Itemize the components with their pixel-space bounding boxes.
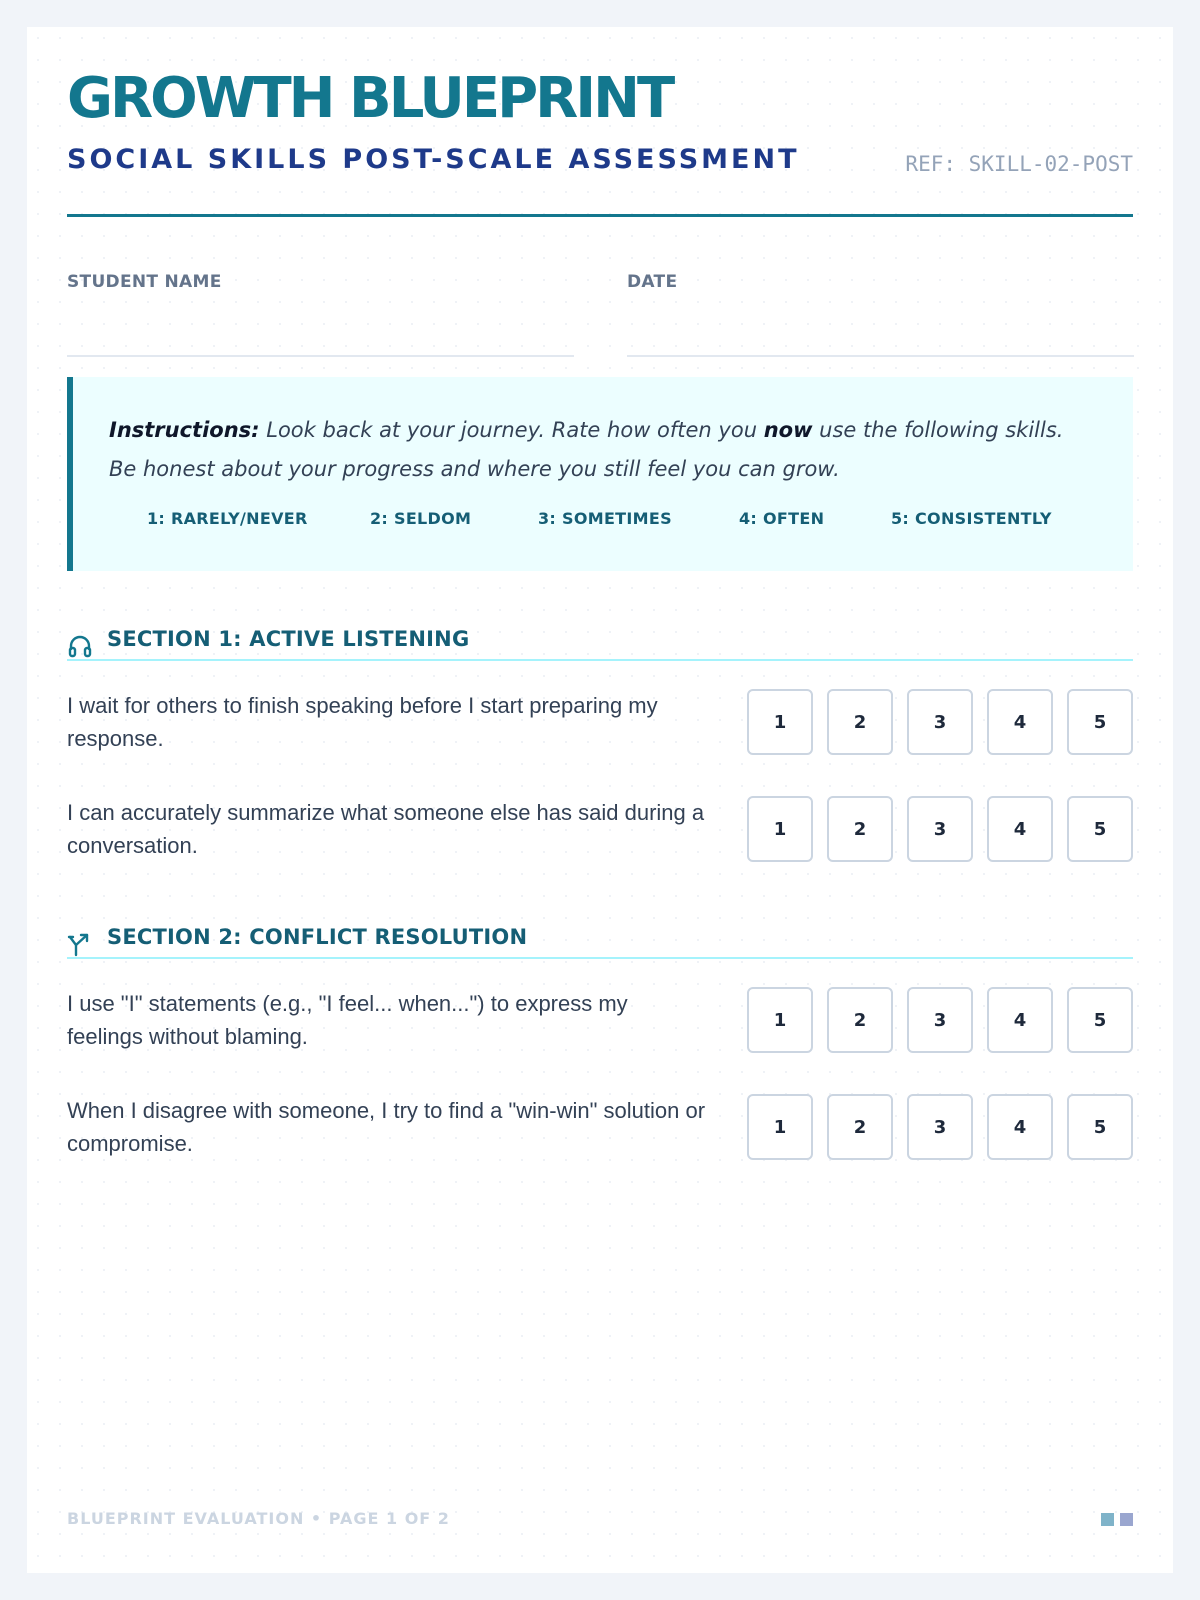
question-2-2 (67, 1094, 1133, 1201)
rating-option-3[interactable]: 3 (907, 689, 973, 755)
section-1-title: SECTION 1: ACTIVE LISTENING (107, 627, 470, 651)
footer-mark-2 (1120, 1513, 1133, 1526)
date-field[interactable] (627, 274, 1134, 357)
rating-option-4[interactable]: 4 (987, 689, 1053, 755)
question-text: I wait for others to finish speaking before I start preparing my response. (67, 693, 658, 751)
split-arrows-icon (67, 931, 93, 957)
student-fields (67, 217, 1133, 377)
question-2-1 (67, 987, 1133, 1094)
instructions-body-end: use the following skills. Be honest about your progress and where you still feel you can grow. (109, 418, 1064, 481)
rating-option-1[interactable]: 1 (747, 1094, 813, 1160)
assessment-page (27, 27, 1173, 1573)
scale-item-3: 3: SOMETIMES (538, 509, 672, 528)
footer-mark-1 (1101, 1513, 1114, 1526)
rating-option-2[interactable]: 2 (827, 987, 893, 1053)
rating-scale (747, 987, 1133, 1053)
instructions-emphasis: now (763, 418, 813, 442)
rating-option-5[interactable]: 5 (1067, 796, 1133, 862)
page-subtitle: SOCIAL SKILLS POST-SCALE ASSESSMENT (67, 144, 800, 175)
rating-scale (747, 1094, 1133, 1160)
question-text: I use "I" statements (e.g., "I feel... when...") to express my feelings without blaming. (67, 991, 628, 1049)
rating-option-1[interactable]: 1 (747, 987, 813, 1053)
rating-option-4[interactable]: 4 (987, 1094, 1053, 1160)
page-title: GROWTH BLUEPRINT (67, 66, 673, 131)
rating-option-1[interactable]: 1 (747, 689, 813, 755)
student-name-field[interactable] (67, 274, 574, 357)
rating-option-4[interactable]: 4 (987, 796, 1053, 862)
scale-item-2: 2: SELDOM (370, 509, 472, 528)
question-1-1 (67, 689, 1133, 796)
section-2-header (67, 925, 1133, 959)
rating-option-5[interactable]: 5 (1067, 1094, 1133, 1160)
rating-option-3[interactable]: 3 (907, 1094, 973, 1160)
rating-scale (747, 796, 1133, 862)
section-1-header (67, 627, 1133, 661)
scale-item-1: 1: RARELY/NEVER (147, 509, 308, 528)
date-line[interactable] (627, 355, 1134, 357)
footer-marks (1101, 1513, 1133, 1526)
header (67, 27, 1133, 217)
scale-item-4: 4: OFTEN (739, 509, 825, 528)
date-label: DATE (627, 272, 678, 292)
question-text: I can accurately summarize what someone else has said during a conversation. (67, 800, 705, 858)
student-name-label: STUDENT NAME (67, 272, 222, 292)
student-name-line[interactable] (67, 355, 574, 357)
rating-option-4[interactable]: 4 (987, 987, 1053, 1053)
question-1-2 (67, 796, 1133, 903)
scale-item-5: 5: CONSISTENTLY (891, 509, 1052, 528)
rating-option-2[interactable]: 2 (827, 796, 893, 862)
instructions-box (67, 377, 1133, 571)
rating-option-3[interactable]: 3 (907, 796, 973, 862)
rating-option-5[interactable]: 5 (1067, 689, 1133, 755)
section-2-title: SECTION 2: CONFLICT RESOLUTION (107, 925, 528, 949)
rating-scale (747, 689, 1133, 755)
instructions-text (109, 411, 1095, 489)
reference-code: REF: SKILL-02-POST (905, 152, 1133, 176)
scale-legend (73, 511, 1133, 531)
rating-option-1[interactable]: 1 (747, 796, 813, 862)
rating-option-2[interactable]: 2 (827, 1094, 893, 1160)
instructions-lead: Instructions: (109, 418, 260, 442)
instructions-body-start: Look back at your journey. Rate how often you (259, 418, 764, 442)
rating-option-2[interactable]: 2 (827, 689, 893, 755)
rating-option-3[interactable]: 3 (907, 987, 973, 1053)
footer-text: BLUEPRINT EVALUATION • PAGE 1 OF 2 (67, 1509, 450, 1528)
question-text: When I disagree with someone, I try to find a "win-win" solution or compromise. (67, 1098, 706, 1156)
rating-option-5[interactable]: 5 (1067, 987, 1133, 1053)
headphones-icon (67, 633, 93, 659)
